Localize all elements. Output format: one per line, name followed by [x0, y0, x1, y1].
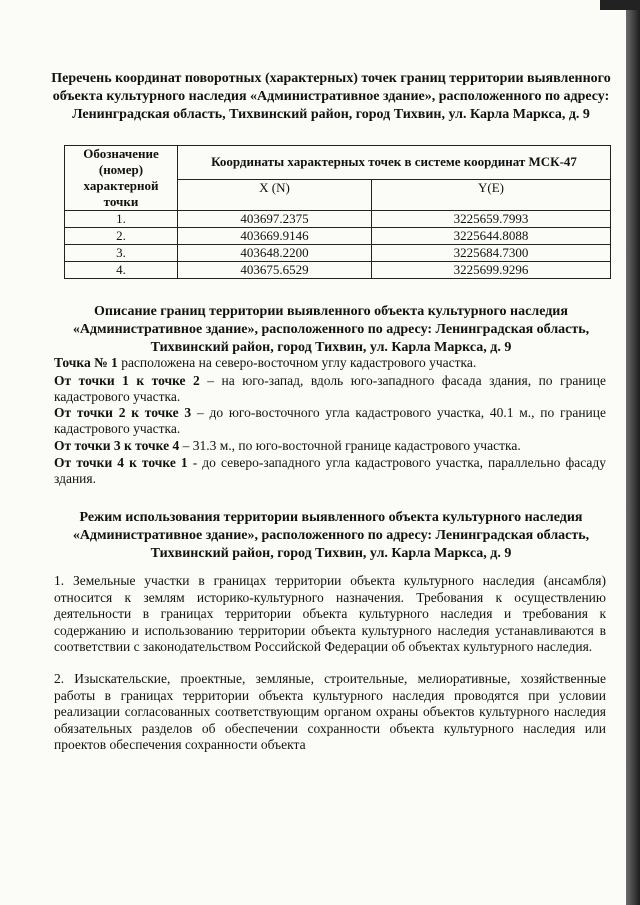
coords-header: Координаты характерных точек в системе координат МСК-47 [178, 146, 611, 180]
description-item [54, 405, 606, 437]
regime-paragraph-1: 1. Земельные участки в границах территории объекта культурного наследия (ансамбля) относится к землям историко-культурного назначения. Требования к осуществлению деятельности в границах территории объекта культурного наследия и требования к содержанию и использованию территории объекта культурного наследия устанавливаются в соответствии с законодательством Российской Федерации об объектах культурного наследия. [54, 573, 606, 654]
table-row [65, 228, 611, 245]
point-label-header: Обозначение (номер) характерной точки [65, 146, 178, 211]
point-x: 403648.2200 [178, 245, 372, 262]
point-x: 403697.2375 [178, 211, 372, 228]
description-item-lead: От точки 1 к точке 2 [54, 373, 200, 388]
point-number: 4. [65, 262, 178, 279]
point-number: 2. [65, 228, 178, 245]
table-row [65, 262, 611, 279]
point-number: 1. [65, 211, 178, 228]
table-header-row [65, 146, 611, 180]
description-item-lead: От точки 3 к точке 4 [54, 438, 180, 453]
boundary-description-title: Описание границ территории выявленного объекта культурного наследия «Административное здание», расположенного по адресу: Ленинградская область, Тихвинский район, город Тихвин, ул. Карла Маркса, д. 9 [72, 304, 590, 355]
regime-paragraph-2: 2. Изыскательские, проектные, земляные, строительные, мелиоративные, хозяйственные работы в границах территории объекта культурного наследия проводятся при условии реализации согласованных соответствующим органом охраны объектов культурного наследия обязательных разделов об обеспечении сохранности объекта культурного наследия или проектов обеспечения сохранности объекта [54, 671, 606, 752]
x-column-header: X (N) [178, 179, 372, 210]
table-row [65, 211, 611, 228]
description-item-lead: Точка № 1 [54, 355, 118, 370]
point-y: 3225659.7993 [372, 211, 611, 228]
usage-regime-title: Режим использования территории выявленного объекта культурного наследия «Административное здание», расположенного по адресу: Ленинградская область, Тихвинский район, город Тихвин, ул. Карла Маркса, д. 9 [72, 510, 590, 561]
description-item-lead: От точки 4 к точке 1 [54, 455, 188, 470]
description-item-text: – 31.3 м., по юго-восточной границе кадастрового участка. [179, 438, 521, 453]
description-item-lead: От точки 2 к точке 3 [54, 405, 192, 420]
point-number: 3. [65, 245, 178, 262]
description-item [54, 355, 606, 371]
point-x: 403669.9146 [178, 228, 372, 245]
description-item-text: - до северо-западного угла кадастрового участка, параллельно фасаду здания. [54, 455, 606, 486]
table-row [65, 245, 611, 262]
description-item [54, 438, 606, 454]
description-item-text: – до юго-восточного угла кадастрового участка, 40.1 м., по границе кадастрового участка. [54, 405, 606, 436]
coordinates-table [64, 145, 611, 279]
point-y: 3225644.8088 [372, 228, 611, 245]
scan-edge-shadow [626, 0, 640, 905]
point-x: 403675.6529 [178, 262, 372, 279]
point-y: 3225684.7300 [372, 245, 611, 262]
description-item-text: – на юго-запад, вдоль юго-западного фасада здания, по границе кадастрового участка. [54, 373, 606, 404]
description-item [54, 455, 606, 487]
y-column-header: Y(E) [372, 179, 611, 210]
coordinates-title: Перечень координат поворотных (характерных) точек границ территории выявленного объекта культурного наследия «Административное здание», расположенного по адресу: Ленинградская область, Тихвинский район, город Тихвин, ул. Карла Маркса, д. 9 [51, 71, 611, 122]
description-item [54, 373, 606, 405]
point-y: 3225699.9296 [372, 262, 611, 279]
scan-corner-shadow [600, 0, 640, 10]
description-item-text: расположена на северо-восточном углу кадастрового участка. [117, 355, 477, 370]
